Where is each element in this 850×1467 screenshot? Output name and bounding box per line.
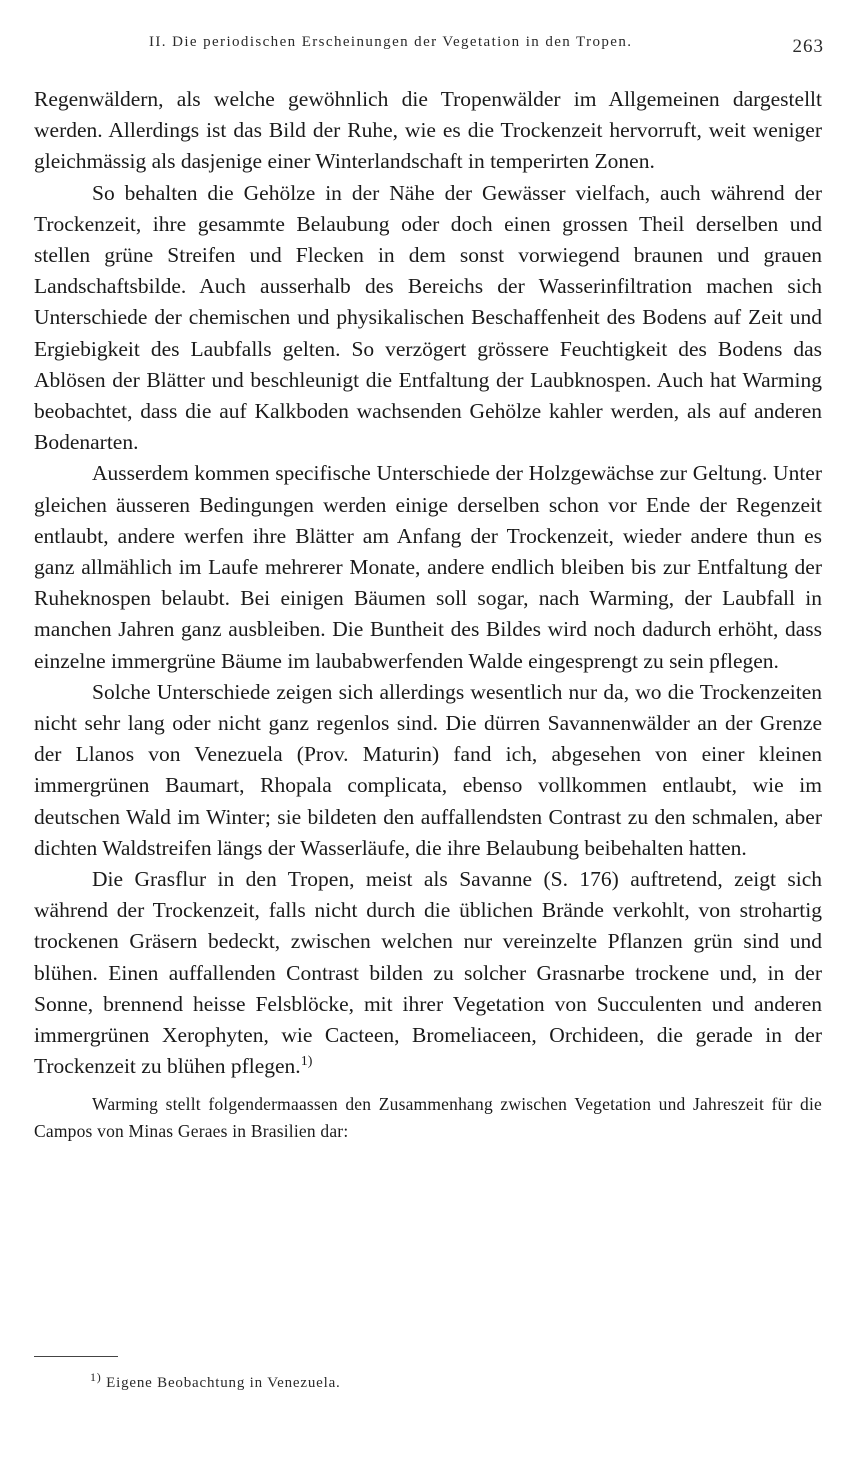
footnote [90, 1370, 341, 1392]
body-text [34, 84, 822, 1145]
paragraph-5 [34, 864, 822, 1082]
paragraph-4: Solche Unterschiede zeigen sich allerdings wesentlich nur da, wo die Trockenzeiten nicht sehr lang oder nicht ganz regenlos sind. Die dürren Savannenwälder an der Grenze der Llanos von Venezuela (Prov. Maturin) fand ich, abgesehen von einer kleinen immergrünen Baumart, Rhopala complicata, ebenso vollkommen entlaubt, wie im deutschen Wald im Winter; sie bildeten den auffallendsten Contrast zu den schmalen, aber dichten Waldstreifen längs der Wasserläufe, die ihre Belaubung beibehalten hatten. [34, 679, 822, 860]
footnote-mark: 1) [90, 1370, 102, 1384]
page-number: 263 [792, 36, 824, 57]
running-head [34, 34, 824, 58]
footnote-divider [34, 1356, 118, 1357]
paragraph-2: So behalten die Gehölze in der Nähe der Gewässer vielfach, auch während der Trockenzeit, ihre gesammte Belaubung oder doch einen grossen Theil derselben und stellen grüne Streifen und Flecken in dem sonst vorwiegend braunen und grauen Landschaftsbilde. Auch ausserhalb des Bereichs der Wasserinfiltration machen sich Unterschiede der chemischen und physikalischen Beschaffenheit des Bodens auf Zeit und Ergiebigkeit des Laubfalls gelten. So verzögert grössere Feuchtigkeit des Bodens das Ablösen der Blätter und beschleunigt die Entfaltung der Laubknospen. Auch hat Warming beobachtet, dass die auf Kalkboden wachsenden Gehölze kahler werden, als auf anderen Bodenarten. [34, 180, 822, 455]
paragraph-5-text: Die Grasflur in den Tropen, meist als Savanne (S. 176) auftretend, zeigt sich während der Trockenzeit, falls nicht durch die üblichen Brände verkohlt, von strohartig trockenen Gräsern bedeckt, zwischen welchen nur vereinzelte Pflanzen grün sind und blühen. Einen auffallenden Contrast bilden zu solcher Grasnarbe trockene und, in der Sonne, brennend heisse Felsblöcke, mit ihrer Vegetation von Succulenten und anderen immergrünen Xerophyten, wie Cacteen, Bromeliaceen, Orchideen, die gerade in der Trockenzeit zu blühen pflegen. [34, 867, 822, 1079]
paragraph-6: Warming stellt folgendermaassen den Zusammenhang zwischen Vegetation und Jahreszeit für die Campos von Minas Geraes in Brasilien dar: [34, 1093, 822, 1141]
paragraph-1: Regenwäldern, als welche gewöhnlich die Tropenwälder im Allgemeinen dargestellt werden. Allerdings ist das Bild der Ruhe, wie es die Trockenzeit hervorruft, weit weniger gleichmässig als dasjenige einer Winterlandschaft in temperirten Zonen. [34, 87, 822, 174]
paragraph-3: Ausserdem kommen specifische Unterschiede der Holzgewächse zur Geltung. Unter gleichen äusseren Bedingungen werden einige derselben schon vor Ende der Regenzeit entlaubt, andere werfen ihre Blätter am Anfang der Trockenzeit, wieder andere thun es ganz allmählich im Laufe mehrerer Monate, andere endlich bleiben bis zur Entfaltung der Ruheknospen belaubt. Bei einigen Bäumen soll sogar, nach Warming, der Laubfall in manchen Jahren ganz ausbleiben. Die Buntheit des Bildes wird noch dadurch erhöht, dass einzelne immergrüne Bäume im laubabwerfenden Walde eingesprengt zu sein pflegen. [34, 461, 822, 673]
running-title: II. Die periodischen Erscheinungen der Vegetation in den Tropen. [149, 34, 633, 50]
footnote-text: Eigene Beobachtung in Venezuela. [106, 1375, 341, 1391]
footnote-reference: 1) [300, 1054, 313, 1070]
